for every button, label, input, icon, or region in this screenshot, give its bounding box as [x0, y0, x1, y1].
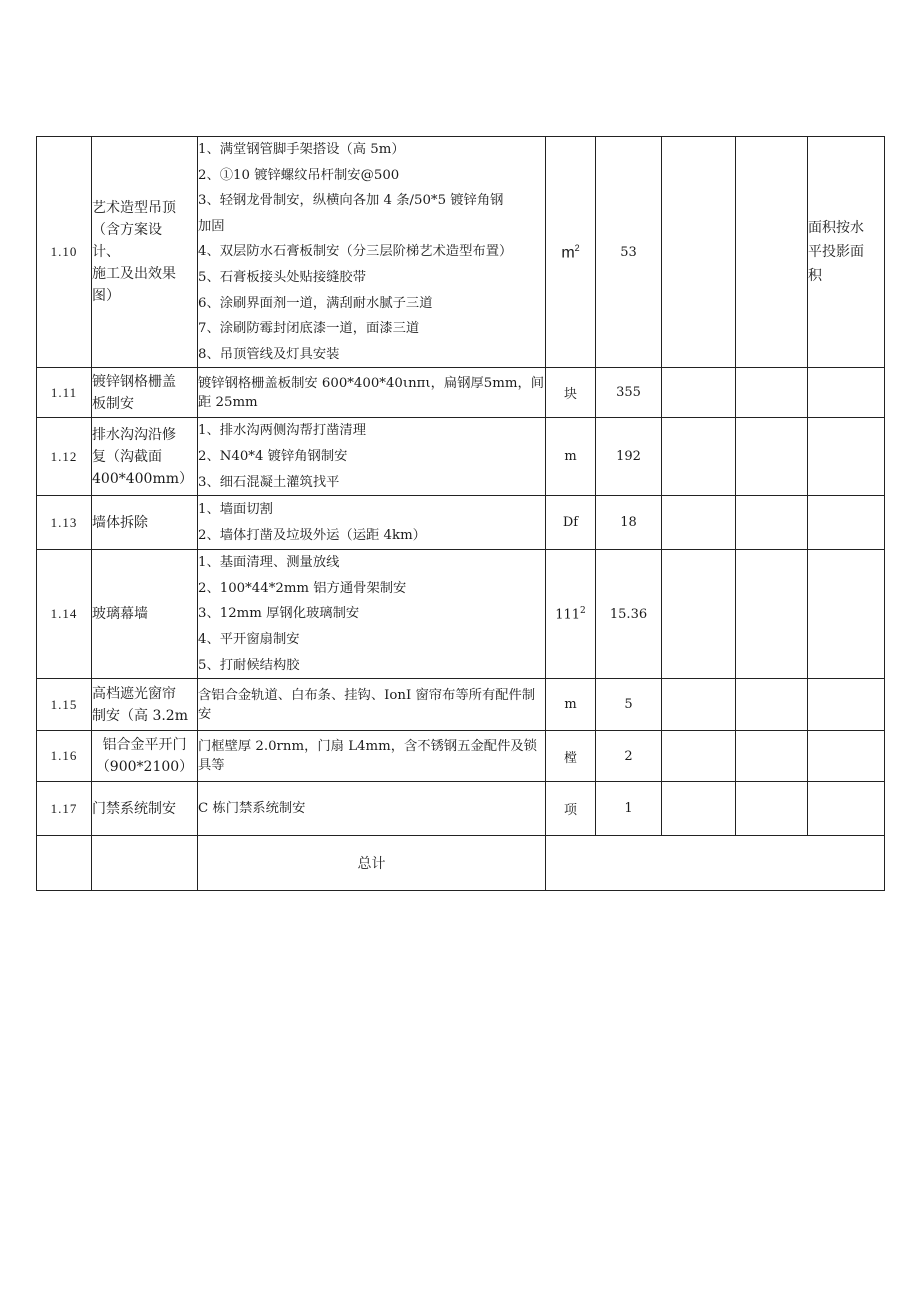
quantity-cell: 2 — [596, 731, 662, 782]
table-row — [37, 368, 885, 418]
unit-value: 项 — [563, 803, 577, 819]
item-name-line: 复（沟截面 — [92, 448, 162, 465]
work-description-cell — [198, 782, 546, 836]
description-line: 2、①10 镀锌螺纹吊杆制安@500 — [198, 167, 400, 183]
item-name-line: 板制安 — [92, 395, 134, 412]
unit-price-cell — [662, 731, 736, 782]
unit-cell — [546, 679, 596, 731]
description-line: 6、涂刷界面剂一道，满刮耐水腻子三道 — [198, 295, 433, 311]
remark-line: 平投影面 — [808, 244, 864, 261]
description-line: 8、吊顶管线及灯具安装 — [198, 346, 340, 362]
item-name-line: 门禁系统制安 — [92, 800, 176, 817]
unit-price-cell — [662, 496, 736, 550]
unit-price-cell — [662, 550, 736, 679]
item-name-line: 墙体拆除 — [92, 514, 148, 531]
unit-superscript: 2 — [574, 242, 580, 253]
work-description-cell — [198, 137, 546, 368]
unit-cell — [546, 137, 596, 368]
unit-value: 块 — [563, 387, 577, 403]
description-text: 门框壁厚 2.0rnm，门扇 L4mm，含不锈钢五金配件及锁具等 — [198, 739, 537, 774]
item-name-line: 艺术造型吊顶 — [92, 200, 176, 217]
remark-cell — [808, 137, 885, 368]
unit-cell — [546, 496, 596, 550]
item-name-line: 高档遮光窗帘 — [92, 685, 176, 702]
amount-cell — [736, 679, 808, 731]
item-number-cell: 1.14 — [37, 550, 92, 679]
item-name-line: 玻璃幕墙 — [92, 606, 148, 623]
quantity-cell: 15.36 — [596, 550, 662, 679]
amount-cell — [736, 418, 808, 496]
description-line: 1、墙面切割 — [198, 502, 273, 518]
amount-cell — [736, 550, 808, 679]
remark-line: 面积按水 — [808, 220, 864, 237]
unit-cell — [546, 550, 596, 679]
description-line: 2、墙体打凿及垃圾外运（运距 4km） — [198, 527, 426, 543]
item-name-line: 镀锌钢格栅盖 — [92, 373, 176, 390]
quantity-cell: 18 — [596, 496, 662, 550]
amount-cell — [736, 496, 808, 550]
item-name-line: 铝合金平开门 — [102, 737, 187, 754]
description-line: 2、N40*4 镀锌角钢制安 — [198, 448, 348, 464]
unit-price-cell — [662, 368, 736, 418]
description-line: 5、石膏板接头处贴接缝胶带 — [198, 269, 367, 285]
amount-cell — [736, 137, 808, 368]
quantity-cell: 192 — [596, 418, 662, 496]
total-empty-cell — [92, 836, 198, 891]
table-row — [37, 679, 885, 731]
total-value-cell — [546, 836, 885, 891]
unit-price-cell — [662, 679, 736, 731]
item-name-cell — [92, 137, 198, 368]
item-number-cell: 1.17 — [37, 782, 92, 836]
description-line: 7、涂刷防霉封闭底漆一道，面漆三道 — [198, 321, 420, 337]
description-text: 镀锌钢格栅盖板制安 600*400*40ιnπι，扁钢厚5mm，间距 25mm — [198, 375, 545, 410]
remark-cell — [808, 679, 885, 731]
item-name-cell — [92, 782, 198, 836]
item-name-cell — [92, 550, 198, 679]
total-row — [37, 836, 885, 891]
unit-price-cell — [662, 137, 736, 368]
description-line: 1、基面清理、测量放线 — [198, 555, 340, 571]
item-number-cell: 1.11 — [37, 368, 92, 418]
unit-value: m — [564, 697, 577, 713]
total-label: 总计 — [198, 836, 546, 891]
description-line: 1、满堂钢管脚手架搭设（高 5m） — [198, 142, 405, 157]
remark-cell — [808, 496, 885, 550]
description-line: 3、12mm 厚钢化玻璃制安 — [198, 606, 360, 622]
remark-line: 积 — [808, 268, 822, 285]
amount-cell — [736, 368, 808, 418]
unit-superscript: 2 — [580, 605, 586, 616]
unit-value: Df — [562, 515, 579, 531]
item-number-cell: 1.16 — [37, 731, 92, 782]
table-row — [37, 731, 885, 782]
unit-cell — [546, 782, 596, 836]
unit-value: m — [561, 243, 575, 261]
table-row — [37, 418, 885, 496]
description-line: 1、排水沟两侧沟帮打凿清理 — [198, 423, 367, 439]
table-row — [37, 550, 885, 679]
work-description-cell — [198, 731, 546, 782]
bill-of-quantities-table — [36, 136, 885, 891]
item-name-cell — [92, 731, 198, 782]
work-description-cell — [198, 418, 546, 496]
quantity-cell: 355 — [596, 368, 662, 418]
quantity-cell: 5 — [596, 679, 662, 731]
unit-cell — [546, 368, 596, 418]
remark-cell — [808, 782, 885, 836]
unit-price-cell — [662, 418, 736, 496]
item-name-line: 施工及出效果 — [92, 266, 176, 283]
remark-cell — [808, 731, 885, 782]
description-text: 含铝合金轨道、白布条、挂钩、IonI 窗帘布等所有配件制安 — [198, 687, 536, 722]
description-line: C 栋门禁系统制安 — [198, 800, 306, 816]
item-name-line: 排水沟沟沿修 — [92, 426, 176, 443]
unit-price-cell — [662, 782, 736, 836]
work-description-cell — [198, 496, 546, 550]
remark-cell — [808, 550, 885, 679]
table-row — [37, 496, 885, 550]
item-number-cell: 1.13 — [37, 496, 92, 550]
item-name-line: 制安（高 3.2m — [92, 707, 188, 724]
item-name-line: 图） — [92, 288, 120, 305]
item-name-cell — [92, 496, 198, 550]
work-description-cell — [198, 550, 546, 679]
description-line: 加固 — [198, 218, 225, 234]
unit-value: m — [564, 449, 577, 465]
item-name-cell — [92, 418, 198, 496]
table-body — [37, 137, 885, 891]
description-line: 3、轻钢龙骨制安，纵横向各加 4 条/50*5 镀锌角钢 — [198, 193, 504, 209]
item-name-line: 计、 — [92, 244, 120, 261]
remark-cell — [808, 418, 885, 496]
description-line: 3、细石混凝土灌筑找平 — [198, 474, 340, 490]
total-empty-cell — [37, 836, 92, 891]
amount-cell — [736, 731, 808, 782]
unit-value: 111 — [555, 607, 581, 623]
item-number-cell: 1.12 — [37, 418, 92, 496]
work-description-cell — [198, 368, 546, 418]
item-name-line: 400*400mm） — [92, 470, 193, 487]
description-line: 4、平开窗扇制安 — [198, 631, 300, 647]
remark-cell — [808, 368, 885, 418]
unit-cell — [546, 418, 596, 496]
amount-cell — [736, 782, 808, 836]
unit-value: 樘 — [563, 750, 577, 766]
description-line: 5、打耐候结构胶 — [198, 657, 300, 673]
work-description-cell — [198, 679, 546, 731]
item-number-cell: 1.15 — [37, 679, 92, 731]
item-number-cell: 1.10 — [37, 137, 92, 368]
item-name-line: （900*2100） — [95, 759, 194, 776]
item-name-line: （含方案设 — [92, 222, 162, 239]
description-line: 2、100*44*2mm 铝方通骨架制安 — [198, 580, 407, 596]
quantity-cell: 53 — [596, 137, 662, 368]
table-row — [37, 137, 885, 368]
quantity-cell: 1 — [596, 782, 662, 836]
item-name-cell — [92, 368, 198, 418]
description-line: 4、双层防水石膏板制安（分三层阶梯艺术造型布置） — [198, 244, 513, 260]
unit-cell — [546, 731, 596, 782]
table-row — [37, 782, 885, 836]
item-name-cell — [92, 679, 198, 731]
